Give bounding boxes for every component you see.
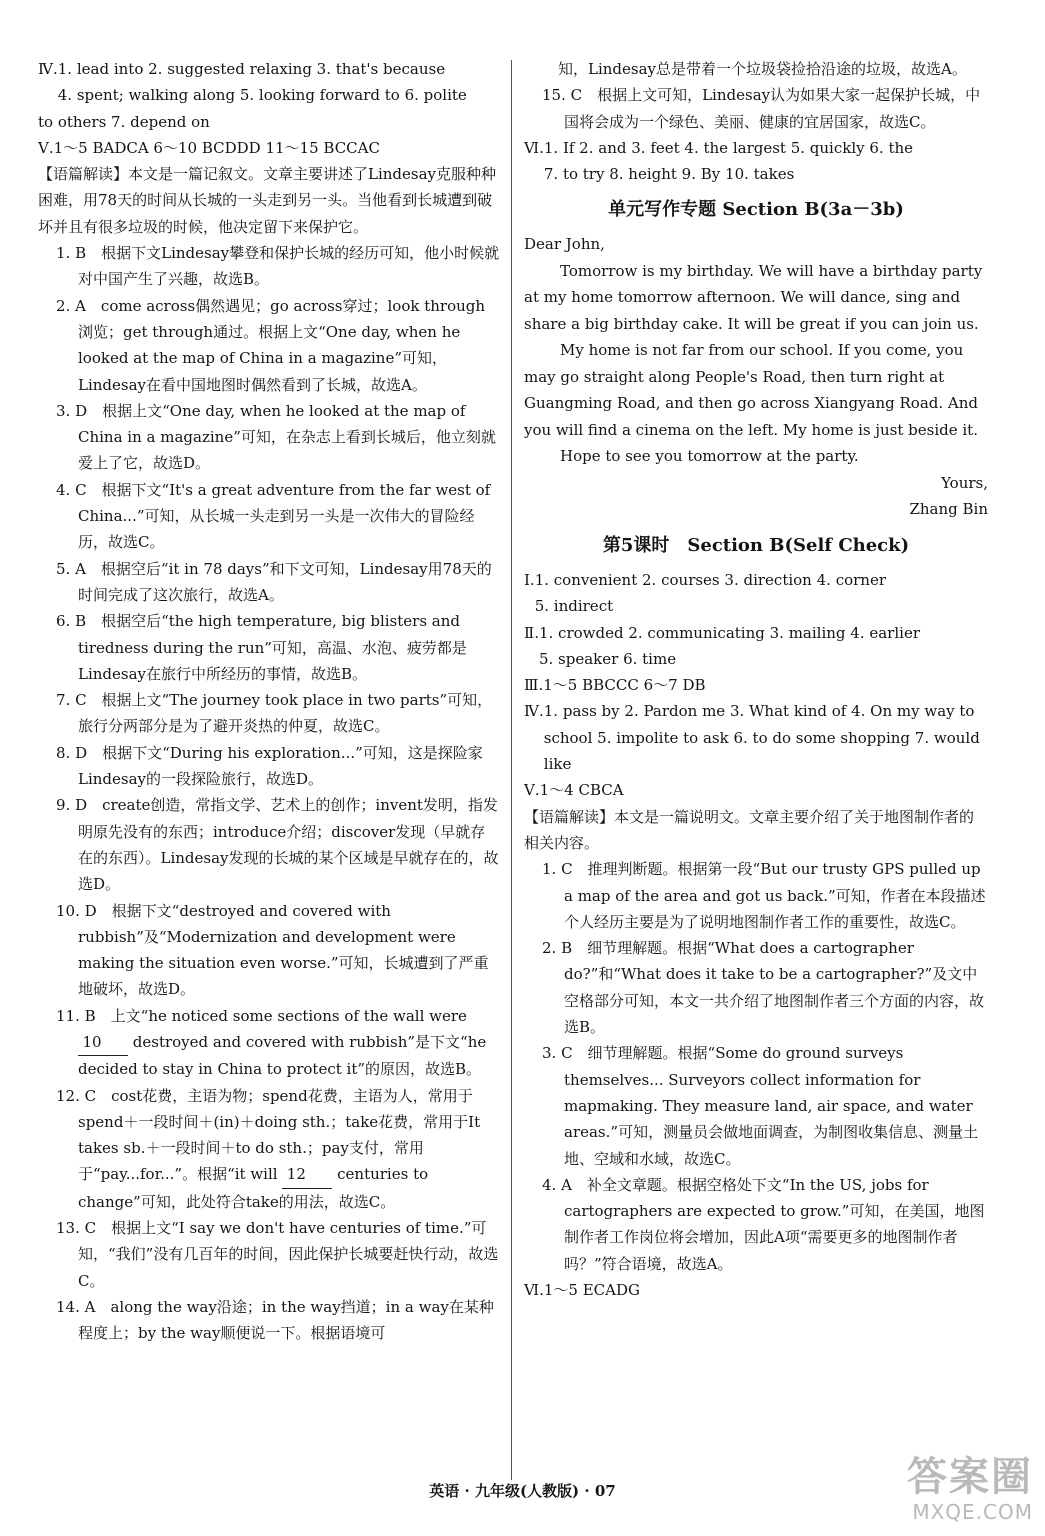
letter-paragraph-2: My home is not far from our school. If you come, you may go straight along People's Road, then turn right at Guangming Road, and then go across Xiangyang Road. And you will find a cinema on the left. My home is just beside it. xyxy=(524,341,979,439)
reading-explanation-3: 3. C 细节理解题。根据“Some do ground surveys themselves... Surveyors collect information for mapmaking. They measure land, air space, and water areas.”可知，测量员会做地面调查，为制图收集信息、测量土地、空域和水域，故选C。 xyxy=(542,1044,979,1168)
section-iii xyxy=(524,672,988,698)
left-column xyxy=(38,56,500,1347)
explanation-15: 15. C 根据上文可知，Lindesay认为如果大家一起保护长城，中国将会成为一个绿色、美丽、健康的宜居国家，故选C。 xyxy=(542,86,981,131)
section-iv-right-label: Ⅳ. xyxy=(524,702,544,721)
section-iv-line-3: to others 7. depend on xyxy=(38,112,210,131)
section-v-label: Ⅴ. xyxy=(38,138,54,157)
section-vi xyxy=(524,135,988,188)
explanation-14: 14. A along the way沿途；in the way挡道；in a way在某种程度上；by the way顺便说一下。根据语境可 xyxy=(56,1297,494,1343)
section-i-line-1: 1. convenient 2. courses 3. direction 4. corner xyxy=(534,570,887,589)
explanation-11-part-a: 11. B 上文“he noticed some sections of the wall were xyxy=(56,1006,467,1025)
explanation-2: 2. A come across偶然遇见；go across穿过；look through浏览；get through通过。根据上文“One day, when he looked at the map of China in a magazine”可知，Lindesay在看中国地图时偶然看到了长城，故选A。 xyxy=(56,296,486,394)
section-v-right-answers: 1～4 CBCA xyxy=(539,781,624,800)
section-iii-answers: 1～5 BBCCC 6～7 DB xyxy=(543,676,706,695)
blank-10: 10 xyxy=(78,1029,128,1056)
section-vi-line-1: 1. If 2. and 3. feet 4. the largest 5. quickly 6. the xyxy=(543,138,914,157)
section-i xyxy=(524,567,988,620)
section-i-line-2: 5. indirect xyxy=(534,597,614,616)
explanation-12-part-b: centuries to change”可知，此处符合take的用法，故选C。 xyxy=(78,1165,429,1211)
section-iv xyxy=(38,56,500,109)
section-iii-label: Ⅲ. xyxy=(524,676,544,695)
explanation-13: 13. C 根据上文“I say we don't have centuries of time.”可知，“我们”没有几百年的时间，因此保护长城要赶快行动，故选C。 xyxy=(56,1219,499,1290)
section-v-answers: 1～5 BADCA 6～10 BCDDD 11～15 BCCAC xyxy=(53,138,380,157)
section-v-intro: 【语篇解读】本文是一篇记叙文。文章主要讲述了Lindesay克服种种困难，用78天的时间从长城的一头走到另一头。当他看到长城遭到破坏并且有很多垃圾的时候，他决定留下来保护它。 xyxy=(38,165,497,236)
letter-signature: Zhang Bin xyxy=(909,500,988,519)
writing-section-title: 单元写作专题 Section B(3a－3b) xyxy=(608,199,904,221)
section-iv-label: Ⅳ. xyxy=(38,60,58,78)
letter-paragraph-1: Tomorrow is my birthday. We will have a birthday party at my home tomorrow afternoon. We will dance, sing and share a big birthday cake. It will be great if you can join us. xyxy=(524,261,983,333)
explanation-10: 10. D 根据下文“destroyed and covered with rubbish”及“Modernization and development were making the situation even worse.”可知，长城遭到了严重地破坏，故选D。 xyxy=(56,901,489,999)
section-vi-line-2: 7. to try 8. height 9. By 10. takes xyxy=(543,165,795,184)
explanation-4: 4. C 根据下文“It's a great adventure from the far west of China...”可知，从长城一头走到另一头是一次伟大的冒险经历，故选C。 xyxy=(56,480,491,552)
section-vi-right-answers: 1～5 ECADG xyxy=(543,1281,640,1299)
explanation-1: 1. B 根据下文Lindesay攀登和保护长城的经历可知，他小时候就对中国产生了兴趣，故选B。 xyxy=(56,244,500,289)
explanation-6: 6. B 根据空后“the high temperature, big blisters and tiredness during the run”可知，高温、水泡、疲劳都是Lindesay在旅行中所经历的事情，故选B。 xyxy=(56,612,467,683)
section-ii-label: Ⅱ. xyxy=(524,623,539,642)
section-v-right-intro: 【语篇解读】本文是一篇说明文。文章主要介绍了关于地图制作者的相关内容。 xyxy=(524,807,975,852)
section-iv-right-answers: 1. pass by 2. Pardon me 3. What kind of 4. On my way to school 5. impolite to ask 6. to do some shopping 7. would like xyxy=(543,702,980,774)
sample-letter xyxy=(524,231,988,523)
letter-paragraph-3: Hope to see you tomorrow at the party. xyxy=(560,447,859,466)
letter-closing: Yours, xyxy=(941,473,988,492)
section-ii-line-1: 1. crowded 2. communicating 3. mailing 4. earlier xyxy=(538,623,920,642)
reading-explanation-1: 1. C 推理判断题。根据第一段“But our trusty GPS pulled up a map of the area and got us back.”可知，作者在本段描述个人经历主要是为了说明地图制作者工作的重要性，故选C。 xyxy=(542,860,986,931)
section-vi-label: Ⅵ. xyxy=(524,138,544,157)
explanation-3: 3. D 根据上文“One day, when he looked at the map of China in a magazine”可知，在杂志上看到长城后，他立刻就爱上了它，故选D。 xyxy=(56,401,496,473)
section-ii xyxy=(524,620,988,673)
page-footer: 英语 · 九年级(人教版) · 07 xyxy=(429,1482,616,1500)
section-vi-right xyxy=(524,1277,988,1303)
letter-salutation: Dear John, xyxy=(524,235,605,254)
explanation-5: 5. A 根据空后“it in 78 days”和下文可知，Lindesay用78天的时间完成了这次旅行，故选A。 xyxy=(56,559,492,604)
column-divider xyxy=(511,60,512,1480)
lesson-title: 第5课时 Section B(Self Check) xyxy=(602,534,910,556)
section-vi-right-label: Ⅵ. xyxy=(524,1281,544,1299)
reading-explanation-4: 4. A 补全文章题。根据空格处下文“In the US, jobs for cartographers are expected to grow.”可知，在美国，地图制作者工作岗位将会增加，因此A项“需要更多的地图制作者吗？”符合语境，故选A。 xyxy=(542,1175,985,1273)
explanation-8: 8. D 根据下文“During his exploration...”可知，这是探险家Lindesay的一段探险旅行，故选D。 xyxy=(56,743,483,789)
section-v-right-label: Ⅴ. xyxy=(524,781,540,800)
explanation-11-part-b: destroyed and covered with rubbish”是下文“he decided to stay in China to protect it”的原因，故选B。 xyxy=(78,1032,487,1079)
watermark-logo xyxy=(843,1454,1033,1524)
section-iv-line-2: 4. spent; walking along 5. looking forward to 6. polite xyxy=(57,86,467,105)
explanation-12 xyxy=(38,1083,500,1215)
explanation-14-continued: 知，Lindesay总是带着一个垃圾袋捡拾沿途的垃圾，故选A。 xyxy=(558,60,967,78)
explanation-7: 7. C 根据上文“The journey took place in two parts”可知，旅行分两部分是为了避开炎热的仲夏，故选C。 xyxy=(56,691,493,736)
section-ii-line-2: 5. speaker 6. time xyxy=(538,649,677,668)
section-v xyxy=(38,135,500,161)
section-iv-line-1: 1. lead into 2. suggested relaxing 3. that's because xyxy=(57,60,446,78)
explanation-9: 9. D create创造，常指文学、艺术上的创作；invent发明，指发明原先没有的东西；introduce介绍；discover发现（早就存在的东西）。Lindesay发现的长城的某个区域是早就存在的，故选D。 xyxy=(56,796,499,894)
watermark-domain: MXQE.COM xyxy=(912,1500,1033,1524)
explanation-12-part-a: 12. C cost花费，主语为物；spend花费，主语为人，常用于spend＋一段时间＋(in)＋doing sth.；take花费，常用于It takes sb.＋一段时间＋to do sth.；pay支付，常用于“pay...for...”。根据“it will xyxy=(56,1086,481,1184)
right-column xyxy=(524,56,988,1303)
reading-explanation-2: 2. B 细节理解题。根据“What does a cartographer do?”和“What does it take to be a cartographer?”及文中空格部分可知，本文一共介绍了地图制作者三个方面的内容，故选B。 xyxy=(542,939,985,1037)
section-iv-right xyxy=(524,698,988,777)
section-i-label: Ⅰ. xyxy=(524,570,535,589)
explanation-11 xyxy=(38,1003,500,1083)
section-v-right xyxy=(524,777,988,803)
blank-12: 12 xyxy=(282,1161,332,1188)
watermark-text: 答案圈 xyxy=(907,1454,1033,1500)
